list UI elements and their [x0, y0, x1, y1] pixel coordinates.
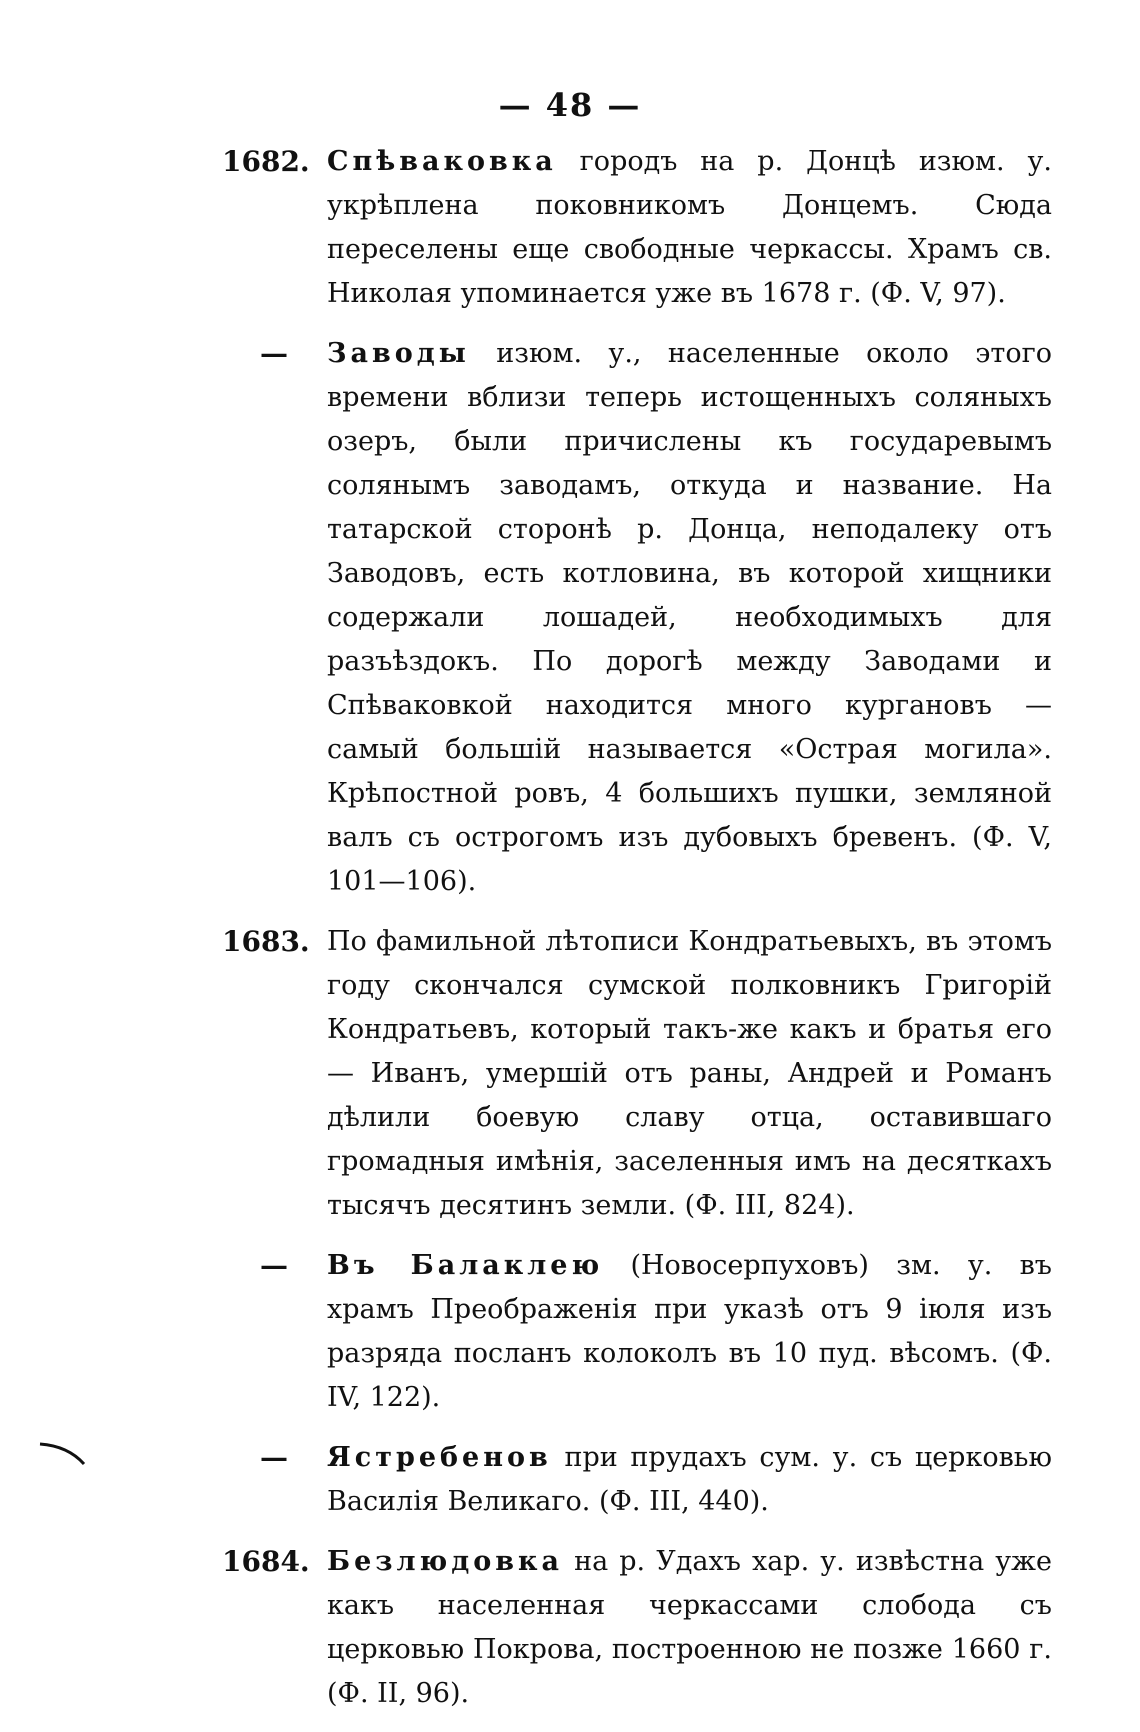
entry-dash: —	[260, 337, 288, 370]
entry-body: при прудахъ сум. у. съ церковью Василiя Великаго. (Ф. III, 440).	[327, 1442, 1052, 1517]
entry-dash: —	[260, 1249, 288, 1282]
scan-artifact-mark	[38, 1440, 98, 1470]
entry-year: 1682.	[222, 145, 310, 178]
entry-lead-term: Въ Балаклею	[327, 1250, 604, 1281]
entry-1683-kondratievy	[222, 920, 1052, 1228]
entry-dash: —	[260, 1441, 288, 1474]
entry-lead-term: Безлюдовка	[327, 1546, 563, 1577]
entry-year: 1684.	[222, 1545, 310, 1578]
entry-1684-bezlyudovka	[222, 1540, 1052, 1716]
entries-list	[222, 140, 1052, 1732]
entry-lead-term: Ястребенов	[327, 1442, 552, 1473]
page-number: — 48 —	[498, 86, 642, 124]
entry-text	[327, 1244, 1052, 1420]
entry-zavody	[222, 332, 1052, 904]
entry-body: (Новосерпуховъ) зм. у. въ храмъ Преображенiя при указѣ отъ 9 iюля изъ разряда посланъ колоколъ въ 10 пуд. вѣсомъ. (Ф. IV, 122).	[327, 1250, 1052, 1413]
entry-lead-term: Спѣваковка	[327, 146, 557, 177]
entry-body: городъ на р. Донцѣ изюм. у. укрѣплена поковникомъ Донцемъ. Сюда переселены еще свободные черкассы. Храмъ св. Николая упоминается уже въ 1678 г. (Ф. V, 97).	[327, 146, 1052, 309]
entry-lead-term: Заводы	[327, 338, 470, 369]
entry-text	[327, 920, 1052, 1228]
entry-body: По фамильной лѣтописи Кондратьевыхъ, въ этомъ году скончался сумской полковникъ Григорiй Кондратьевъ, который такъ-же какъ и братья его — Иванъ, умершiй отъ раны, Андрей и Романъ дѣлили боевую славу отца, оставившаго громадныя имѣнiя, заселенныя имъ на десяткахъ тысячъ десятинъ земли. (Ф. III, 824).	[327, 926, 1052, 1221]
entry-text	[327, 1540, 1052, 1716]
entry-text	[327, 1436, 1052, 1524]
entry-1682-spevakovka	[222, 140, 1052, 316]
entry-body: изюм. у., населенные около этого времени вблизи теперь истощенныхъ соляныхъ озеръ, были причислены къ государевымъ солянымъ заводамъ, откуда и название. На татарской сторонѣ р. Донца, неподалеку отъ Заводовъ, есть котловина, въ которой хищники содержали лошадей, необходимыхъ для разъѣздокъ. По дорогѣ между Заводами и Спѣваковкой находится много кургановъ — самый большiй называется «Острая могила». Крѣпостной ровъ, 4 большихъ пушки, земляной валъ съ острогомъ изъ дубовыхъ бревенъ. (Ф. V, 101—106).	[327, 338, 1052, 897]
entry-year: 1683.	[222, 925, 310, 958]
entry-text	[327, 140, 1052, 316]
entry-body: на р. Удахъ хар. у. извѣстна уже какъ населенная черкассами слобода съ церковью Покрова, построенною не позже 1660 г. (Ф. II, 96).	[327, 1546, 1052, 1709]
entry-balakleya	[222, 1244, 1052, 1420]
entry-yastrebenov	[222, 1436, 1052, 1524]
entry-text	[327, 332, 1052, 904]
